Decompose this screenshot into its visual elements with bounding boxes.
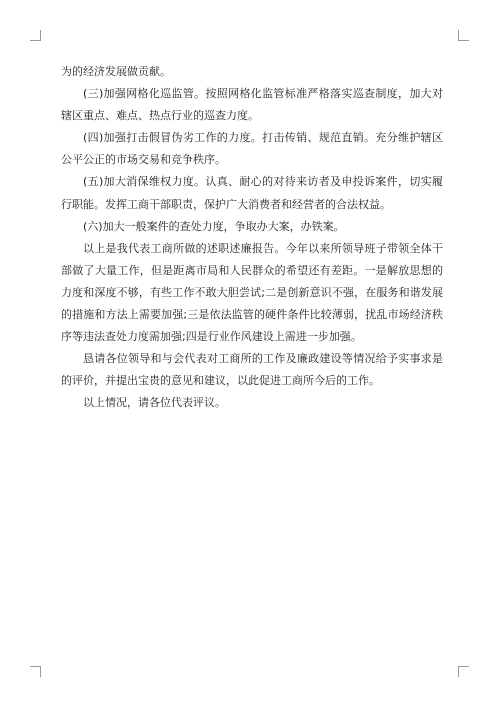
crop-mark-bottom-right: [458, 666, 469, 677]
document-body: [61, 61, 443, 415]
crop-mark-bottom-left: [30, 666, 41, 677]
paragraph-continuation: 为的经济发展做贡献。: [61, 65, 171, 78]
paragraph-item-4: (四)加强打击假冒伪劣工作的力度。打击传销、规范直销。充分维护辖区公平公正的市场交易和竞争秩序。: [61, 131, 443, 167]
paragraph-item-3: (三)加强网格化巡监管。按照网格化监管标准严格落实巡查制度，加大对辖区重点、难点、热点行业的巡查力度。: [61, 87, 443, 123]
paragraph-item-5: (五)加大消保维权力度。认真、耐心的对待来访者及申投诉案件，切实履行职能。发挥工商干部职责，保护广大消费者和经营者的合法权益。: [61, 175, 443, 211]
crop-mark-top-left: [30, 30, 41, 41]
paragraph-item-6: (六)加大一般案件的查处力度，争取办大案，办铁案。: [83, 219, 345, 233]
paragraph-summary: 以上是我代表工商所做的述职述廉报告。今年以来所领导班子带领全体干部做了大量工作，但是距离市局和人民群众的希望还有差距。一是解放思想的力度和深度不够，有些工作不敢大胆尝试;二是创新意识不强，在服务和谐发展的措施和方法上需要加强;三是依法监管的硬件条件比较薄弱，扰乱市场经济秩序等违法查处力度需加强;四是行业作风建设上需进一步加强。: [61, 241, 443, 344]
paragraph-request: 恳请各位领导和与会代表对工商所的工作及廉政建设等情况给予实事求是的评价，并提出宝贵的意见和建议，以此促进工商所今后的工作。: [61, 352, 443, 388]
paragraph-closing: 以上情况，请各位代表评议。: [83, 396, 226, 410]
crop-mark-top-right: [458, 30, 469, 41]
